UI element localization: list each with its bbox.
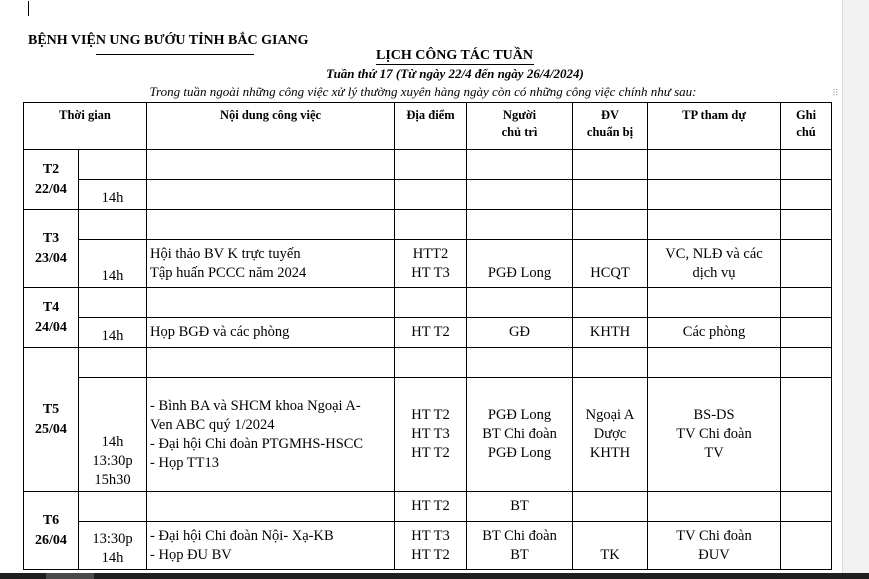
prep-cell[interactable] [573, 522, 648, 570]
location-line: HT T2 [411, 546, 450, 563]
time-cell[interactable] [79, 318, 147, 348]
table-row [24, 318, 832, 348]
location-line: HT T3 [411, 426, 450, 442]
scrollbar-track[interactable] [842, 0, 869, 579]
location-line: HTT2 [412, 245, 449, 262]
attendees-cell[interactable] [648, 180, 781, 210]
day-date: 24/04 [35, 319, 67, 335]
host-line: BT [510, 546, 529, 563]
notes-cell[interactable] [781, 210, 832, 240]
time-cell[interactable] [79, 150, 147, 180]
content-line: - Bình BA và SHCM khoa Ngoại A- [150, 397, 361, 414]
notes-cell[interactable] [781, 180, 832, 210]
time-line: 14h [101, 550, 124, 566]
prep-cell[interactable] [573, 318, 648, 348]
content-cell[interactable] [147, 210, 395, 240]
time-cell[interactable] [79, 240, 147, 288]
location-cell[interactable] [395, 288, 467, 318]
day-date: 25/04 [35, 421, 67, 437]
col-header-prep: ĐV chuẩn bị [573, 103, 648, 150]
content-line: - Đại hội Chi đoàn PTGMHS-HSCC [150, 435, 364, 452]
content-line: - Đại hội Chi đoàn Nội- Xạ-KB [150, 527, 334, 544]
attendees-cell[interactable] [648, 210, 781, 240]
location-cell[interactable] [395, 150, 467, 180]
host-line: GĐ [509, 324, 530, 340]
host-line: PGĐ Long [487, 264, 552, 281]
content-line: Họp BGĐ và các phòng [150, 324, 290, 340]
schedule-table [23, 102, 832, 570]
host-cell[interactable] [467, 492, 573, 522]
prep-line: KHTH [589, 324, 631, 340]
location-line: HT T3 [411, 264, 450, 281]
host-line [470, 245, 569, 264]
table-row [24, 348, 832, 378]
prep-line: HCQT [590, 264, 630, 281]
host-line: BT Chi đoàn [482, 527, 557, 544]
prep-cell[interactable] [573, 492, 648, 522]
attendees-line: VC, NLĐ và các [665, 245, 763, 262]
attendees-line: TV [704, 445, 724, 461]
attendees-cell[interactable] [648, 318, 781, 348]
time-cell[interactable] [79, 210, 147, 240]
host-cell[interactable] [467, 150, 573, 180]
attendees-line: TV Chi đoàn [676, 426, 752, 442]
time-cell[interactable] [79, 378, 147, 492]
time-line: 13:30p [92, 531, 133, 547]
prep-line: KHTH [589, 445, 631, 461]
table-row [24, 492, 832, 522]
day-cell[interactable] [24, 150, 79, 210]
content-cell[interactable] [147, 348, 395, 378]
location-line: HT T2 [411, 324, 450, 340]
time-cell[interactable] [79, 288, 147, 318]
col-header-attendees: TP tham dự [648, 103, 781, 150]
host-line: PGĐ Long [487, 445, 552, 461]
attendees-cell[interactable] [648, 288, 781, 318]
table-row [24, 522, 832, 570]
notes-cell[interactable] [781, 150, 832, 180]
content-cell[interactable] [147, 318, 395, 348]
time-cell[interactable] [79, 492, 147, 522]
prep-line [576, 245, 644, 264]
attendees-line: BS-DS [693, 407, 735, 423]
hospital-underline [96, 54, 254, 55]
day-cell[interactable] [24, 492, 79, 570]
content-line: Ven ABC quý 1/2024 [150, 416, 275, 433]
notes-cell[interactable] [781, 288, 832, 318]
content-cell[interactable] [147, 150, 395, 180]
notes-cell[interactable] [781, 348, 832, 378]
content-cell[interactable] [147, 240, 395, 288]
location-line: HT T2 [411, 407, 450, 423]
prep-line: Ngoại A [585, 407, 635, 423]
content-line: Tập huấn PCCC năm 2024 [150, 264, 307, 281]
notes-cell[interactable] [781, 492, 832, 522]
text-cursor [28, 1, 29, 16]
location-cell[interactable] [395, 240, 467, 288]
day-date: 22/04 [35, 181, 67, 197]
table-row [24, 180, 832, 210]
table-row [24, 150, 832, 180]
col-header-location: Địa điểm [395, 103, 467, 150]
prep-cell[interactable] [573, 180, 648, 210]
attendees-cell[interactable] [648, 348, 781, 378]
col-header-time: Thời gian [24, 103, 147, 150]
prep-cell[interactable] [573, 288, 648, 318]
host-cell[interactable] [467, 288, 573, 318]
time-line: 14h [101, 434, 124, 450]
time-line: 14h [101, 268, 124, 284]
attendees-line: TV Chi đoàn [676, 527, 752, 544]
table-move-handle-icon[interactable]: ⠿ [832, 89, 839, 99]
content-cell[interactable] [147, 180, 395, 210]
location-cell[interactable] [395, 492, 467, 522]
day-cell[interactable] [24, 348, 79, 492]
notes-cell[interactable] [781, 378, 832, 492]
prep-cell[interactable] [573, 348, 648, 378]
content-cell[interactable] [147, 522, 395, 570]
host-cell[interactable] [467, 318, 573, 348]
prep-cell[interactable] [573, 150, 648, 180]
notes-cell[interactable] [781, 240, 832, 288]
time-cell[interactable] [79, 522, 147, 570]
table-row [24, 210, 832, 240]
page-title: LỊCH CÔNG TÁC TUẦN [376, 48, 534, 63]
content-line: Hội thảo BV K trực tuyến [150, 245, 301, 262]
time-line: 13:30p [92, 453, 133, 469]
content-cell[interactable] [147, 492, 395, 522]
col-header-content: Nội dung công việc [147, 103, 395, 150]
time-line: 14h [101, 328, 124, 344]
bottom-scrollbar[interactable] [0, 573, 869, 579]
prep-cell[interactable] [573, 210, 648, 240]
host-cell[interactable] [467, 240, 573, 288]
host-cell[interactable] [467, 180, 573, 210]
location-cell[interactable] [395, 210, 467, 240]
host-cell[interactable] [467, 210, 573, 240]
host-cell[interactable] [467, 378, 573, 492]
notes-cell[interactable] [781, 318, 832, 348]
title-underline [376, 64, 534, 65]
host-cell[interactable] [467, 522, 573, 570]
host-line: BT Chi đoàn [482, 426, 557, 442]
host-cell[interactable] [467, 348, 573, 378]
day-label: T2 [42, 161, 60, 177]
attendees-cell[interactable] [648, 522, 781, 570]
day-cell[interactable] [24, 210, 79, 288]
prep-line [576, 527, 644, 546]
location-cell[interactable] [395, 522, 467, 570]
day-date: 23/04 [35, 250, 67, 266]
attendees-cell[interactable] [648, 378, 781, 492]
time-line: 14h [101, 190, 124, 206]
prep-cell[interactable] [573, 378, 648, 492]
day-cell[interactable] [24, 288, 79, 348]
content-cell[interactable] [147, 288, 395, 318]
location-line: HT T2 [411, 445, 450, 461]
col-header-host: Người chủ trì [467, 103, 573, 150]
location-line: HT T2 [411, 498, 450, 514]
attendees-cell[interactable] [648, 240, 781, 288]
content-line: - Họp TT13 [150, 454, 220, 471]
table-row [24, 378, 832, 492]
time-cell[interactable] [79, 180, 147, 210]
location-line: HT T3 [411, 527, 450, 544]
location-cell[interactable] [395, 348, 467, 378]
attendees-cell[interactable] [648, 150, 781, 180]
col-header-notes: Ghi chú [781, 103, 832, 150]
location-cell[interactable] [395, 180, 467, 210]
day-date: 26/04 [35, 532, 67, 548]
prep-line: Dược [593, 426, 627, 442]
time-cell[interactable] [79, 348, 147, 378]
prep-cell[interactable] [573, 240, 648, 288]
content-line: - Họp ĐU BV [150, 546, 232, 563]
day-label: T3 [42, 230, 60, 246]
location-cell[interactable] [395, 318, 467, 348]
attendees-cell[interactable] [648, 492, 781, 522]
schedule-body [24, 150, 832, 570]
intro-note: Trong tuần ngoài những công việc xử lý thường xuyên hàng ngày còn có những công việc chính như sau: [149, 84, 697, 99]
day-label: T5 [42, 401, 60, 417]
host-line: PGĐ Long [487, 407, 552, 423]
host-line: BT [510, 498, 529, 514]
attendees-line: Các phòng [682, 324, 746, 340]
day-label: T4 [42, 299, 60, 315]
table-row [24, 240, 832, 288]
content-cell[interactable] [147, 378, 395, 492]
scrollbar-thumb[interactable] [46, 573, 94, 579]
notes-cell[interactable] [781, 522, 832, 570]
day-label: T6 [42, 512, 60, 528]
time-line: 15h30 [94, 472, 131, 488]
week-subtitle: Tuần thứ 17 (Từ ngày 22/4 đến ngày 26/4/2024) [326, 66, 584, 81]
attendees-line: ĐUV [698, 546, 730, 563]
location-cell[interactable] [395, 378, 467, 492]
hospital-name: BỆNH VIỆN UNG BƯỚU TỈNH BẮC GIANG [28, 33, 309, 48]
prep-line: TK [600, 546, 620, 563]
table-row [24, 288, 832, 318]
attendees-line: dịch vụ [692, 264, 736, 281]
